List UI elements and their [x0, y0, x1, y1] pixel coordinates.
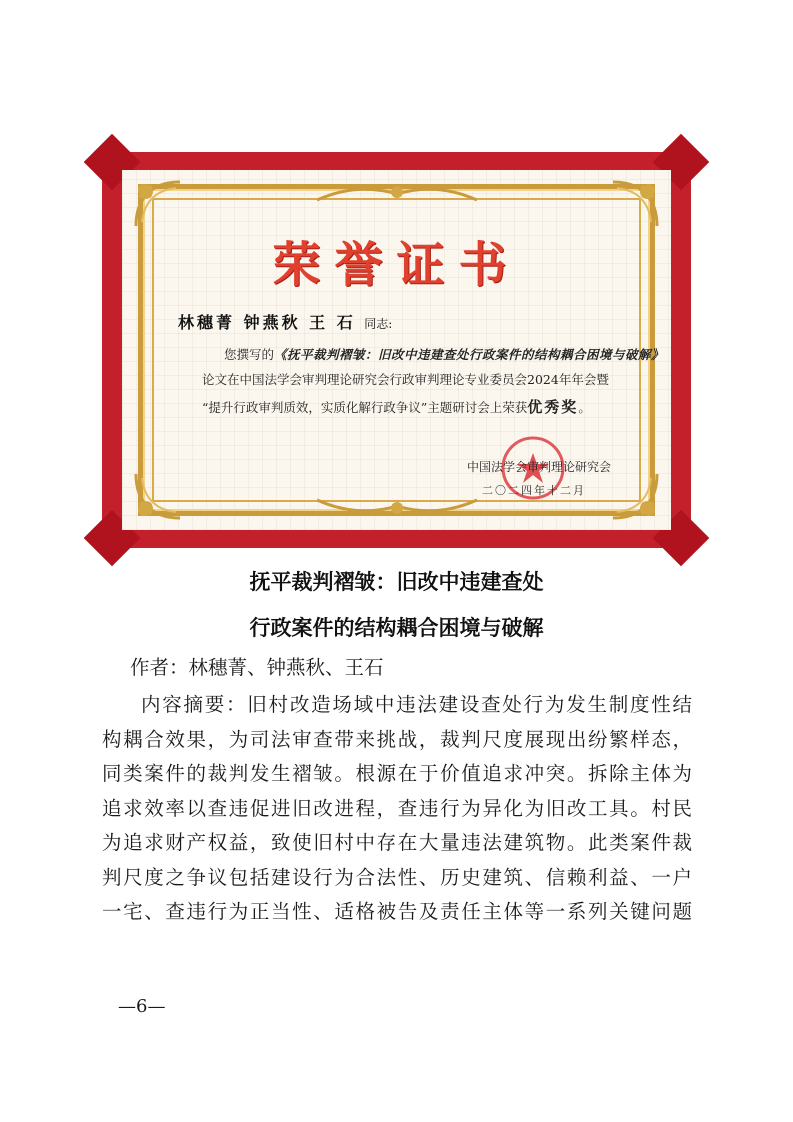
- article-title-line-1: 抚平裁判褶皱：旧改中违建查处: [249, 570, 544, 594]
- abstract-line: 追求效率以查违促进旧改进程，查违行为异化为旧改工具。村民: [102, 796, 692, 820]
- line3-text: “提升行政审判质效，实质化解行政争议”主题研讨会上荣获: [202, 400, 528, 415]
- recipient-names: 林穗菁 钟燕秋 王 石: [178, 313, 356, 332]
- certificate-paper: [122, 170, 671, 530]
- line1-prefix: 您撰写的: [224, 347, 275, 362]
- abstract-line: 一宅、查违行为正当性、适格被告及责任主体等一系列关键问题: [102, 900, 692, 923]
- certificate-title: 荣誉证书: [272, 237, 521, 293]
- award-name: 优秀奖: [527, 398, 579, 416]
- corner-ornament-icon: [609, 178, 661, 230]
- certificate-line-1: [224, 345, 664, 363]
- top-ornament-icon: [317, 180, 477, 204]
- certificate-image: [102, 152, 691, 548]
- certificate-recipients: [178, 310, 392, 333]
- certificate-date: 二〇二四年十二月: [482, 484, 586, 497]
- abstract-line: 为追求财产权益，致使旧村中存在大量违法建筑物。此类案件裁: [102, 831, 692, 854]
- line3-end: 。: [578, 400, 591, 415]
- article-author: 作者：林穗菁、钟燕秋、王石: [130, 656, 384, 679]
- page-number: —6—: [118, 996, 166, 1017]
- certificate-paper-title: 《抚平裁判褶皱：旧改中违建查处行政案件的结构耦合困境与破解》: [274, 347, 665, 362]
- certificate-line-3: [202, 396, 591, 417]
- article-title-line-2: 行政案件的结构耦合困境与破解: [249, 616, 544, 640]
- recipient-suffix: 同志:: [364, 317, 393, 331]
- article-abstract: [102, 688, 692, 930]
- corner-ornament-icon: [132, 470, 184, 522]
- abstract-line: 内容摘要：旧村改造场域中违法建设查处行为发生制度性结: [141, 693, 692, 716]
- abstract-line: 同类案件的裁判发生褶皱。根源在于价值追求冲突。拆除主体为: [102, 762, 692, 785]
- corner-ornament-icon: [609, 470, 661, 522]
- abstract-line: 构耦合效果，为司法审查带来挑战，裁判尺度展现出纷繁样态，: [102, 727, 692, 751]
- certificate-issuer: 中国法学会审判理论研究会: [467, 460, 612, 474]
- certificate-line-2: 论文在中国法学会审判理论研究会行政审判理论专业委员会2024年年会暨: [202, 372, 609, 387]
- bottom-ornament-icon: [317, 496, 477, 520]
- abstract-line: 判尺度之争议包括建设行为合法性、历史建筑、信赖利益、一户: [102, 865, 692, 889]
- corner-ornament-icon: [132, 178, 184, 230]
